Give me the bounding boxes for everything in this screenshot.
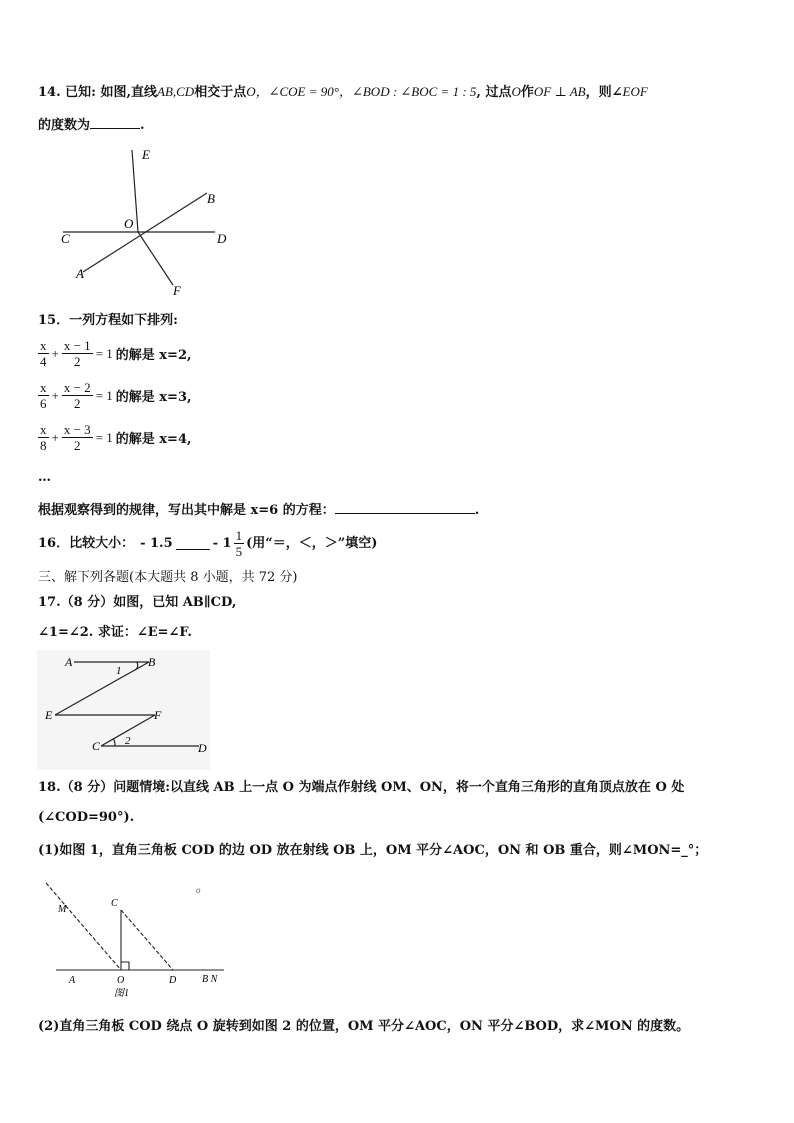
numerator: x: [40, 380, 47, 395]
stray-mark: o: [196, 885, 201, 895]
denominator: 2: [74, 354, 81, 369]
label-o: O: [117, 975, 125, 986]
q14-line2: [38, 116, 145, 134]
q15-question: [38, 501, 479, 519]
ray-om: [46, 883, 121, 970]
q16-instruction: (用“＝，＜，＞”填空): [246, 535, 378, 551]
label-a: A: [76, 266, 84, 281]
plus-sign: +: [51, 429, 59, 445]
equals-one: = 1: [95, 345, 113, 361]
fraction: [62, 422, 93, 453]
angle-1-arc: [135, 662, 138, 670]
numerator: 1: [235, 528, 243, 543]
q15-answer-blank[interactable]: [335, 501, 475, 514]
denominator: 8: [40, 438, 47, 453]
q14-lines-ab-cd: AB,CD: [157, 84, 195, 99]
fraction: [38, 338, 49, 369]
equals-one: = 1: [95, 387, 113, 403]
numerator: x: [40, 338, 47, 353]
q16-answer-blank[interactable]: [176, 537, 210, 550]
equals-one: = 1: [95, 429, 113, 445]
q16-prefix: 16．比较大小：: [38, 535, 135, 551]
q14-angle-condition: ，∠COE = 90°，∠BOD : ∠BOC = 1 : 5: [255, 84, 477, 99]
q14-perpendicular: OF ⊥ AB: [533, 84, 586, 99]
solution-text: 的解是 x=4,: [115, 432, 192, 447]
fraction: [62, 338, 93, 369]
label-d: D: [169, 975, 177, 986]
label-1: 1: [116, 665, 122, 677]
plus-sign: +: [51, 387, 59, 403]
ray-of: [138, 232, 173, 285]
q14-text-make: 作: [520, 85, 534, 100]
fraction: [38, 380, 49, 411]
label-b: B: [207, 191, 215, 206]
label-e: E: [142, 147, 150, 162]
side-cd: [121, 910, 173, 970]
numerator: x: [40, 422, 47, 437]
solution-text: 的解是 x=3,: [115, 390, 192, 405]
q14-text-then: ，则∠: [585, 85, 623, 100]
q14-answer-blank[interactable]: [90, 116, 140, 129]
label-b: B: [148, 655, 156, 669]
q15-question-text: 根据观察得到的规律，写出其中解是 x=6 的方程：: [38, 503, 335, 518]
q15-equation-3: [38, 422, 192, 453]
denominator: 2: [74, 396, 81, 411]
q16-value-b: - 1: [212, 535, 232, 551]
label-a: A: [65, 655, 73, 669]
q16-line: [38, 528, 377, 559]
q18-figure-1: [38, 875, 238, 1005]
q15-period: .: [474, 503, 480, 518]
q14-text-mid: 相交于点: [194, 85, 247, 100]
q14-period: .: [140, 118, 145, 133]
q16-fraction: [234, 528, 245, 559]
q14-question-text: 的度数为: [38, 118, 91, 133]
line-be: [55, 662, 149, 715]
label-o: O: [124, 216, 134, 231]
label-d: D: [217, 231, 227, 246]
denominator: 4: [40, 354, 47, 369]
q14-point-o-2: O: [511, 84, 521, 99]
fraction: [62, 380, 93, 411]
label-c: C: [111, 898, 118, 909]
q15-equation-2: [38, 380, 192, 411]
denominator: 2: [74, 438, 81, 453]
label-c: C: [61, 231, 70, 246]
label-c: C: [92, 739, 101, 753]
q18-line2: (∠COD=90°).: [38, 810, 135, 825]
q15-equation-1: [38, 338, 192, 369]
denominator: 5: [235, 544, 243, 559]
denominator: 6: [40, 396, 47, 411]
right-angle-mark: [121, 962, 129, 970]
q14-line1: [38, 84, 648, 101]
q14-text-suffix: , 过点: [476, 85, 512, 100]
label-d: D: [198, 741, 207, 755]
label-a: A: [69, 975, 76, 986]
q14-point-o: O: [246, 84, 256, 99]
q14-figure: [55, 145, 245, 300]
solution-text: 的解是 x=2,: [115, 348, 192, 363]
q17-line2: ∠1=∠2. 求证：∠E=∠F.: [38, 625, 192, 640]
q17-line1: 17.（8 分）如图，已知 AB∥CD,: [38, 595, 237, 610]
q14-angle-eof: EOF: [622, 84, 648, 99]
figure-caption: 图1: [114, 988, 129, 999]
angle-2-arc: [113, 739, 115, 746]
q15-ellipsis: …: [38, 470, 51, 485]
q18-part1: (1)如图 1，直角三角板 COD 的边 OD 放在射线 OB 上，OM 平分∠AOC，ON 和 OB 重合，则∠MON=_°；: [38, 843, 708, 858]
section-heading: 三、解下列各题(本大题共 8 小题，共 72 分): [38, 570, 298, 585]
q18-part2: (2)直角三角板 COD 绕点 O 旋转到如图 2 的位置，OM 平分∠AOC，ON 平分∠BOD，求∠MON 的度数。: [38, 1019, 690, 1034]
q17-figure: [37, 650, 210, 770]
label-bn: B N: [202, 974, 218, 985]
label-f: F: [154, 708, 162, 722]
numerator: x − 3: [63, 422, 91, 437]
fraction: [38, 422, 49, 453]
label-m: M: [58, 904, 67, 915]
label-2: 2: [125, 735, 131, 747]
q15-title: 15．一列方程如下排列:: [38, 313, 178, 328]
numerator: x − 2: [63, 380, 91, 395]
q18-line1: 18.（8 分）问题情境:以直线 AB 上一点 O 为端点作射线 OM、ON，将一个直角三角形的直角顶点放在 O 处: [38, 780, 685, 795]
q14-text: 14. 已知: 如图,直线: [38, 85, 157, 100]
numerator: x − 1: [63, 338, 91, 353]
q16-value-a: - 1.5: [140, 535, 173, 551]
label-f: F: [173, 283, 181, 298]
label-e: E: [45, 708, 53, 722]
plus-sign: +: [51, 345, 59, 361]
